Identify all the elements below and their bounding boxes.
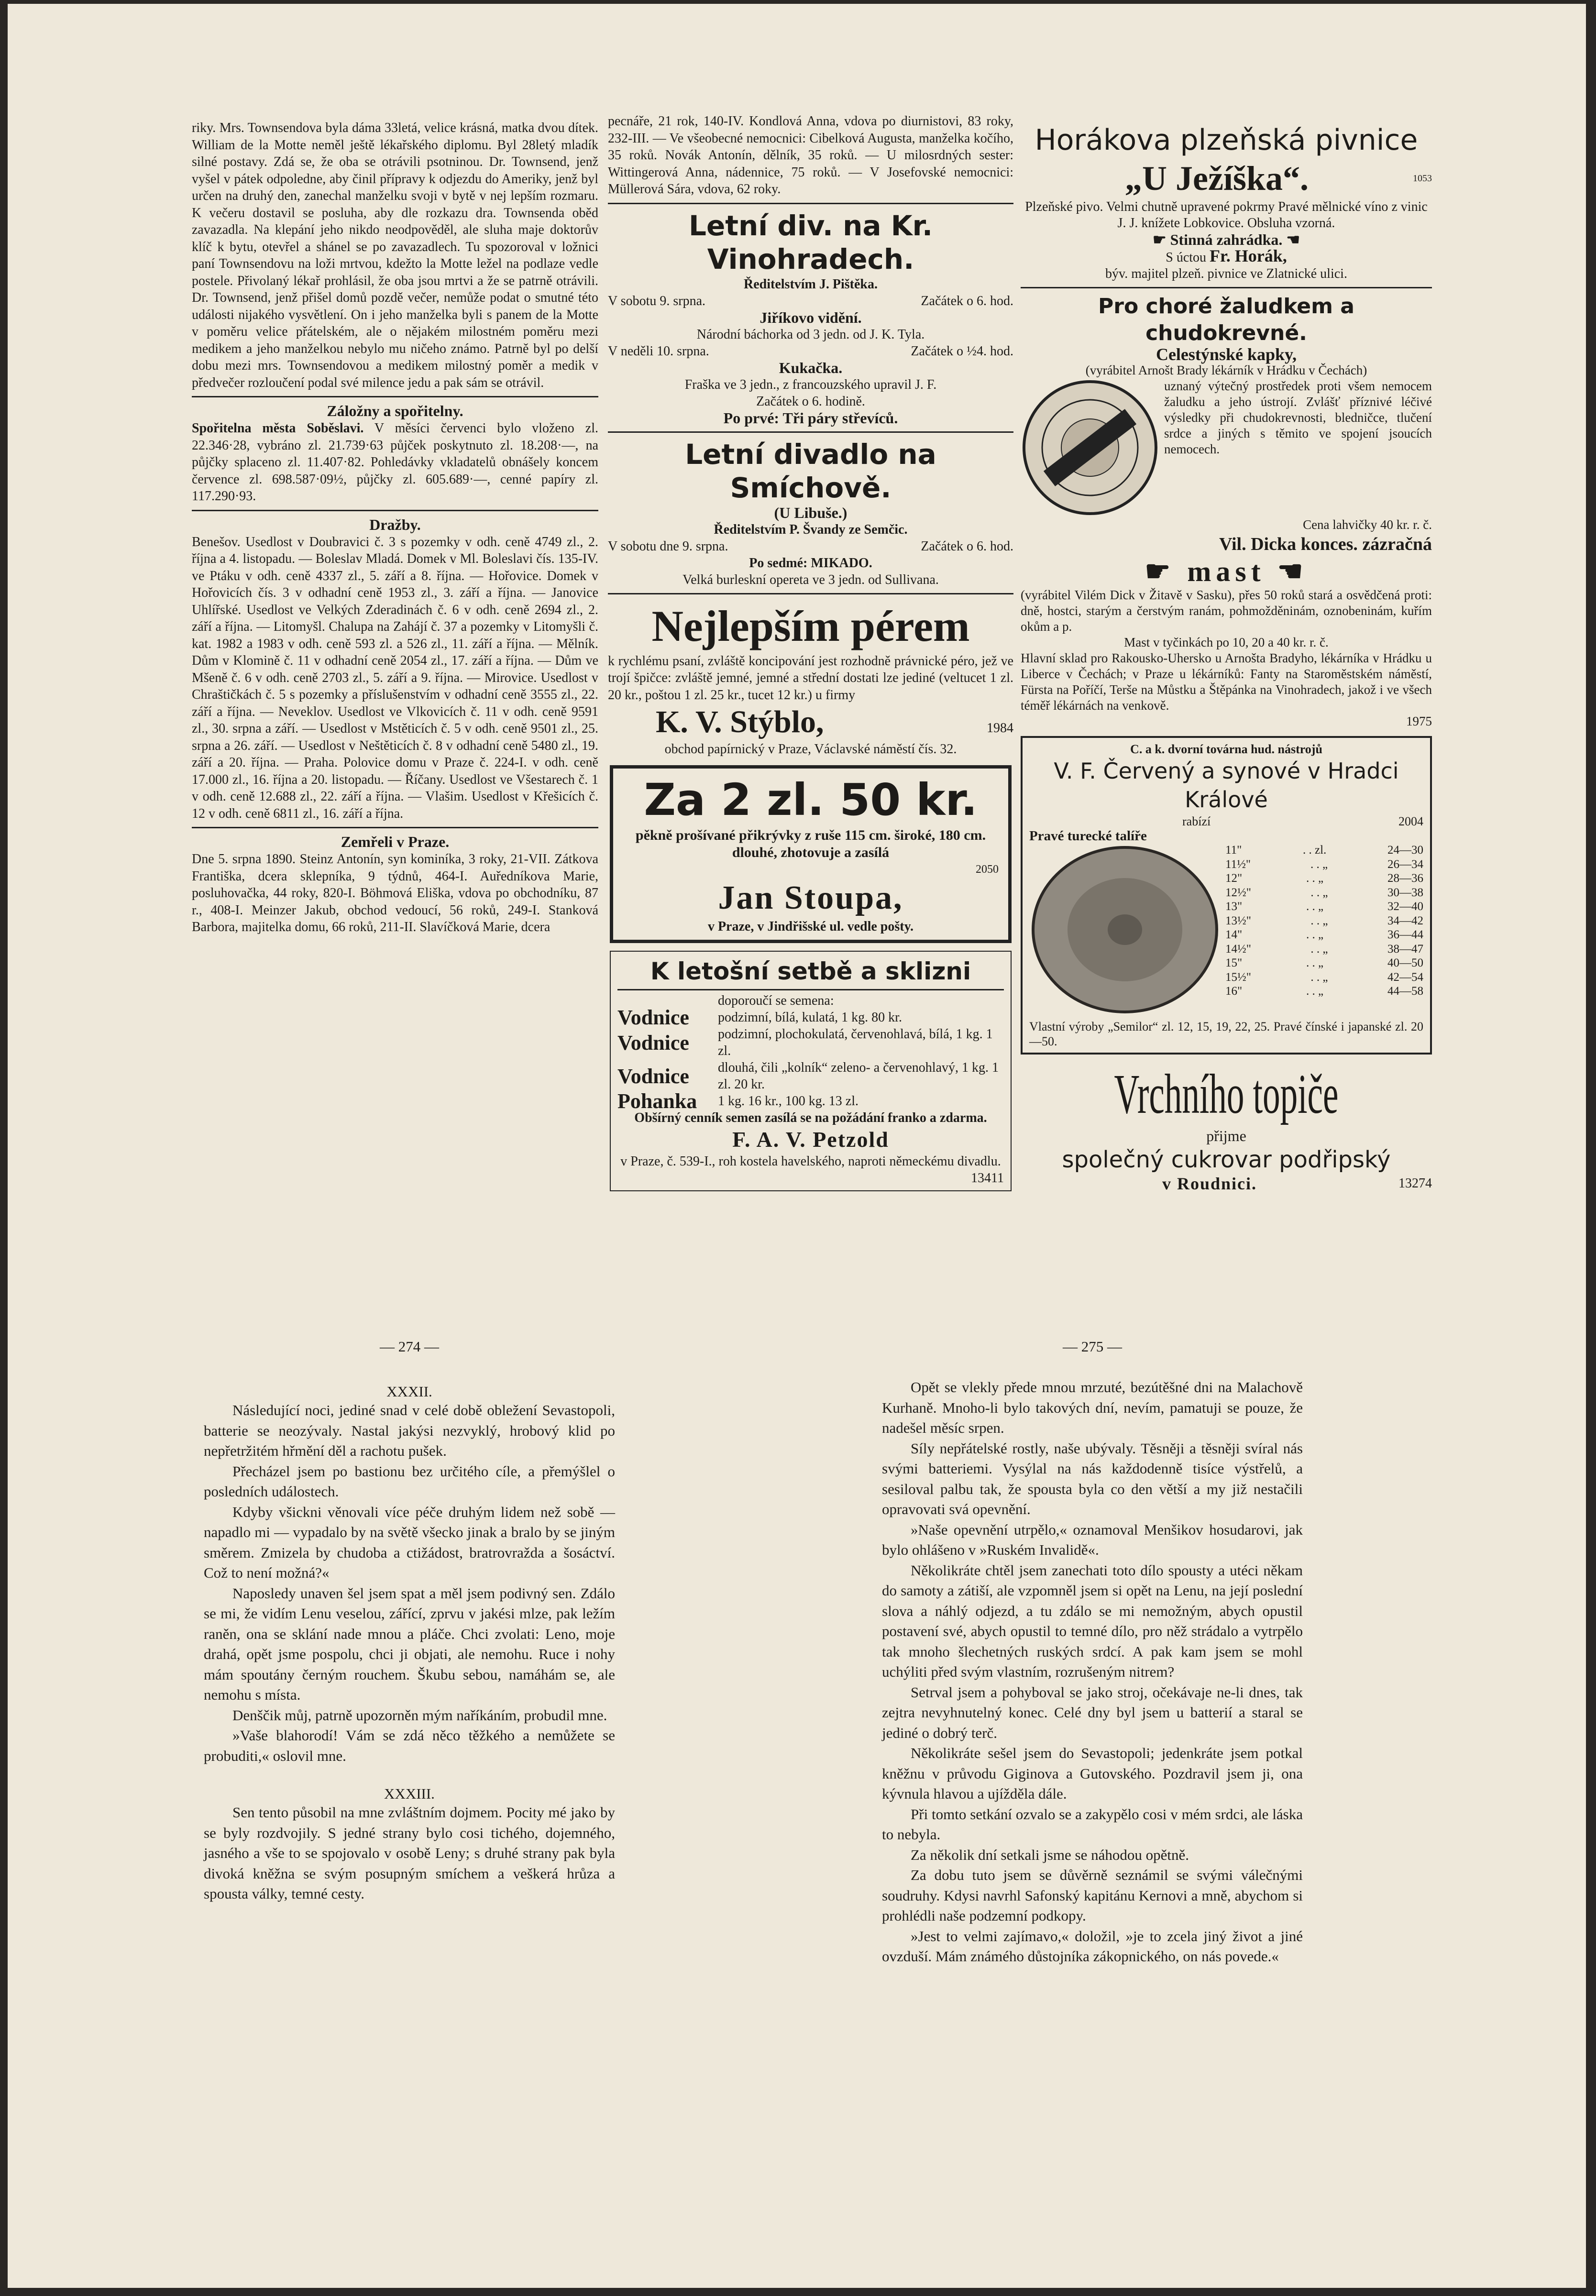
article-townsend: riky. Mrs. Townsendova byla dáma 33letá, velice krásná, matka dvou dítek. William de la Motte neměl ještě lékařského diplomu. Byl 28letý mladík silné postavy. Zdá se, že oba se otrávili psotninou. Dr. Townsend, jenž vyšel v pátek odpoledne, aby činil přípravy k odjezdu do Ameriky, jenž byl určen na druhý den, zanechal manželku svoji v bytě v nej lepším rozmaru. K večeru dostavil se posluha, aby dle rozkazu dra. Townsenda oběd zavazadla. Na klepání jeho nikdo neodpověděl, ale sluha maje doktorův klíč k bytu, otevřel a shánel se po zavazadlech. Tu spozoroval v ložnici paní Townsendovu na loži mrtvou, kdežto la Motte ležel na podlaze vedle postele. Přivolaný lékař prohlásil, že oba jsou mrtvi a že se patrně otrávili. Dr. Townsend, jenž přišel domů pozdě večer, nemůže podat o smutné této události nijakého vysvětlení. On i jeho manželka byli s panem de la Motte v poměru velice přátelském, ale o nějakém milostném poměru mezi medikem a jeho manželkou nebylo mu ničeho známo. Patrně byl po delší dobu mezi mrs. Townsendovou a medikem milostný poměr a medik v předvečer rozloučení podal své milence jedu a pak sám se otrávil. xyxy=(192,121,598,390)
chapter-text xyxy=(882,1377,1303,1967)
book-page-275 xyxy=(882,1338,1303,1967)
price-row xyxy=(1225,843,1423,857)
chapter-heading: XXXIII. xyxy=(384,1785,435,1802)
cymbal-price: 44—58 xyxy=(1387,985,1423,998)
hand-icon: ☚ xyxy=(1282,231,1300,248)
paragraph: »Naše opevnění utrpělo,« oznamoval Menšikov hosudarovi, jak bylo ohlášeno v »Ruském Invalidě«. xyxy=(882,1521,1303,1558)
cymbal-price: 36—44 xyxy=(1387,928,1423,941)
ad-dick-remedies xyxy=(1021,293,1432,729)
article-drazby: Benešov. Usedlost v Doubravici č. 3 s pozemky v odh. ceně 4749 zl., 2. října a 4. listopadu. — Boleslav Mladá. Domek v Ml. Boleslavi čís. 135-IV. ve Ptáku v odh. ceně 4337 zl., 5. září a 8. října. — Hořovice. Domek v Hořovicích čís. 3 v odhadní ceně 1953 zl., 3. září a října. — Janovice Uhlířské. Usedlost ve Velkých Zderadinách č. 6 v odh. ceně 2694 zl., 2. září a října. — Litomyšl. Chalupa na Zahájí č. 37 a pozemky v Litomyšli č. kat. 1982 a 1983 v odh. ceně 593 zl. a 526 zl., 11. září a října. — Mělník. Dům v Klomině č. 11 v odhadní ceně 2054 zl., 17. září a října. — Dům ve Mšeně č. 6 v odh. ceně 2703 zl., 5. září a 9. října. — Mirovice. Usedlost v Chraštičkách č. 5 s pozemky a příslušenstvím v odhadní ceně 3555 zl., 22. září a října. — Neveklov. Usedlost ve Vlkovicích č. 11 v odh. ceně 9591 zl., 30. srpna a září. — Usedlost v Mstěticích č. 5 v odh. ceně 9501 zl., 25. srpna a 26. září. — Usedlost v Neštěticích č. 8 v odhadní ceně 5480 zl., 19. září a 20. října. — Praha. Polovice domu v Praze č. 224-I. v odh. ceně 17.000 zl., 16. října a 20. listopadu. — Říčany. Usedlost ve Všestarech č. 1 v odh. ceně 12.688 zl., 22. září a října. — Vlašim. Usedlost v Křešicích č. 12 v odh. ceně 6811 zl., 16. září a října. xyxy=(192,534,598,821)
ad-number: 1053 xyxy=(1413,173,1432,184)
ad-number: 13411 xyxy=(971,1171,1004,1186)
ad-title: Pro choré žaludkem a chudokrevné. xyxy=(1098,294,1354,345)
price-prefix: . . „ xyxy=(1310,942,1328,956)
section-heading-zalozny: Záložny a spořitelny. xyxy=(327,402,463,419)
cymbal-size: 14" xyxy=(1225,928,1243,941)
price-prefix: . . „ xyxy=(1306,956,1324,969)
news-column-3 xyxy=(1021,122,1432,1193)
ad-text: k rychlému psaní, zvláště koncipování jest rozhodně právnické péro, jež ve trojí špičce: zvláště jemné, jemné a střední dostati lze jediné (veltucet 1 zl. 20 kr., poštou 1 zl. 25 kr., tucet 12 kr.) u firmy xyxy=(608,653,1013,703)
cymbal-price: 28—36 xyxy=(1387,872,1423,885)
paragraph: Několikráte chtěl jsem zanechati toto dílo spousty a utéci někam do samoty a zátiší, ale vzpomněl jsem si opět na Lenu, na její poslední slova a náhlý odjezd, a tu zdálo se mi nemožným, abych opustil postavení své, abych opustil to temné dílo, pro něž strádalo a vytrpělo tak mnoho šlechetných ruských srdcí. A pak kam jsem se mohl uchýliti před svým vlastním, rozrušeným nitrem? xyxy=(882,1561,1303,1680)
ad-company: společný cukrovar podřipský xyxy=(1062,1146,1391,1173)
ad-salve-title: Vil. Dicka konces. zázračná xyxy=(1219,534,1432,554)
seed-name: Pohanka xyxy=(617,1089,697,1113)
owner-prefix: S úctou xyxy=(1166,250,1207,265)
ad-address: v Praze, č. 539-I., roh kostela havelského, naproti německému divadlu. xyxy=(620,1154,1001,1169)
ad-vinohrady-theatre xyxy=(608,209,1013,427)
cymbal-price-list xyxy=(1225,829,1423,1019)
stamp-icon xyxy=(1021,378,1159,517)
cymbal-size: 12½" xyxy=(1225,886,1251,899)
ad-date: V sobotu dne 9. srpna. xyxy=(608,538,728,554)
cymbal-size: 12" xyxy=(1225,872,1243,885)
divider xyxy=(608,203,1013,204)
cymbal-size: 15½" xyxy=(1225,970,1251,984)
paragraph: Setrval jsem a pohyboval se jako stroj, očekávaje ne-li dnes, tak zejtra nevyhnutelný konec. Celé dny byl jsem u batterií a staral se jediné o dobrý terč. xyxy=(882,1683,1303,1741)
ad-own-products: Vlastní výroby „Semilor“ zl. 12, 15, 19, 22, 25. Pravé čínské i japanské zl. 20—50. xyxy=(1029,1020,1423,1048)
cymbal-price: 32—40 xyxy=(1387,900,1423,913)
cymbal-size: 16" xyxy=(1225,985,1243,998)
ad-subtitle: (U Libuše.) xyxy=(774,504,848,521)
ad-place: v Roudnici. xyxy=(1162,1174,1257,1193)
ad-address: v Praze, v Jindřišské ul. vedle pošty. xyxy=(707,919,914,934)
section-heading-zemreli: Zemřeli v Praze. xyxy=(341,833,450,850)
page-number: — 275 — xyxy=(1063,1338,1122,1355)
cymbal-price: 26—34 xyxy=(1387,857,1423,871)
cymbal-price: 38—47 xyxy=(1387,942,1423,956)
seed-name: Vodnice xyxy=(617,1031,689,1055)
paragraph: »Jest to velmi zajímavo,« doložil, »je to zcela jiný život a jiné ovzduší. Mám známého důstojníka zákopnického, on nás povede.« xyxy=(882,1927,1303,1965)
ad-play: Kukačka. xyxy=(779,359,843,376)
ad-time: Začátek o ½4. hod. xyxy=(911,343,1013,359)
ad-petzold-seeds xyxy=(610,951,1012,1191)
ad-maker: (vyrábitel Arnošt Brady lékárník v Hrádku v Čechách) xyxy=(1085,363,1367,377)
cymbal-price: 42—54 xyxy=(1387,970,1423,984)
news-column-1 xyxy=(192,120,598,936)
seed-name: Vodnice xyxy=(617,1064,689,1088)
ad-subtitle: přijme xyxy=(1206,1127,1246,1144)
seed-desc: dlouhá, čili „kolník“ zeleno- a červenohlavý, 1 kg. 1 zl. 20 kr. xyxy=(718,1060,999,1092)
ad-number: 1984 xyxy=(987,721,1013,736)
price-row xyxy=(1225,984,1423,999)
ad-title: V. F. Červený a synové v Hradci Králové xyxy=(1054,758,1399,813)
divider xyxy=(1021,287,1432,288)
ad-number: 2050 xyxy=(976,863,999,876)
divider xyxy=(608,593,1013,594)
divider xyxy=(608,431,1013,433)
ad-play-desc: Národní báchorka od 3 jedn. od J. K. Tyla. xyxy=(696,327,925,342)
ad-play-desc: Fraška ve 3 jedn., z francouzského upravil J. F. xyxy=(684,377,937,392)
ad-price: Za 2 zl. 50 kr. xyxy=(644,774,978,825)
price-prefix: . . „ xyxy=(1310,970,1328,984)
cymbal-price: 40—50 xyxy=(1387,956,1423,969)
ad-item: Pravé turecké talíře xyxy=(1029,828,1147,844)
owner-name: Fr. Horák, xyxy=(1210,246,1287,265)
paragraph: Několikráte sešel jsem do Sevastopoli; jedenkráte jsem potkal kněžnu v průvodu Giginova a Gutovského. Pozdravil jsem ji, ona kývnula hlavou a ujížděla dále. xyxy=(882,1745,1303,1802)
ad-horak-pub xyxy=(1021,122,1432,282)
section-heading-drazby: Dražby. xyxy=(369,516,421,533)
price-row xyxy=(1225,970,1423,985)
page-number: — 274 — xyxy=(380,1338,439,1355)
ad-time: Začátek o 6. hod. xyxy=(921,293,1013,308)
chapter-text xyxy=(204,1400,615,1766)
seed-row xyxy=(617,1006,1004,1029)
article-zalozny xyxy=(192,420,598,505)
price-prefix: . . „ xyxy=(1306,872,1324,885)
divider xyxy=(192,510,598,511)
paragraph: Následující noci, jediné snad v celé době obležení Sevastopoli, batterie se neozývaly. Nastal jakýsi nezvyklý, hrobový klid po nepřetržitém hřmění děl a rachotu pušek. xyxy=(204,1402,615,1459)
chapter-heading: XXXII. xyxy=(386,1383,432,1400)
cymbal-size: 14½" xyxy=(1225,942,1251,956)
ad-intro: doporoučí se semena: xyxy=(718,993,834,1008)
ad-text: pěkně prošívané přikrývky z ruše 115 cm. široké, 180 cm. dlouhé, zhotovuje a zasílá xyxy=(635,827,986,860)
ad-number: 13274 xyxy=(1398,1176,1432,1191)
seed-row xyxy=(617,1026,1004,1059)
ad-title: Vrchního topiče xyxy=(1114,1063,1339,1125)
price-prefix: . . „ xyxy=(1310,857,1328,871)
salve-word: mast xyxy=(1187,556,1266,587)
news-column-2 xyxy=(608,113,1013,1195)
ad-cennik: Obšírný cenník semen zasílá se na požádání franko a zdarma. xyxy=(634,1110,987,1125)
price-row xyxy=(1225,857,1423,872)
ad-cukrovar xyxy=(1021,1062,1432,1193)
ad-director: Ředitelstvím J. Pištěka. xyxy=(744,276,878,292)
paragraph: Za dobu tuto jsem se důvěrně seznámil se svými válečnými soudruhy. Kdysi navrhl Safonský kapitánu Kernovi a mně, abychom si prohlédli naše podzemní podkopy. xyxy=(882,1867,1303,1924)
ad-time: Začátek o 6. hod. xyxy=(921,538,1013,554)
cymbal-size: 15" xyxy=(1225,956,1243,969)
ad-date: V neděli 10. srpna. xyxy=(608,343,709,359)
ad-subtitle: Celestýnské kapky, xyxy=(1156,345,1297,364)
ad-number: 1975 xyxy=(1406,714,1432,728)
paragraph: Sen tento působil na mne zvláštním dojmem. Pocity mé jako by se byly rozdvojily. S jedné strany bylo cosi tichého, dojemného, jasného a vše to se spojovalo v osobě Leny; s druhé strany pak byla divoká kněžna se svým posupným smíchem a veškerá hrůza a spousta války, temné cesty. xyxy=(204,1804,615,1902)
article-zemreli: Dne 5. srpna 1890. Steinz Antonín, syn kominíka, 3 roky, 21-VII. Zátkova Františka, dcera sklepníka, 9 týdnů, 464-I. Auředníkova Marie, posluhovačka, 44 roky, 820-I. Böhmová Eliška, vdova po obchodníku, 87 r., 408-I. Meinzer Jakub, obchod vedoucí, 56 roků, 249-I. Stanková Barbora, majitelka domu, 66 roků, 211-II. Slavíčková Marie, dcera xyxy=(192,852,598,934)
price-row xyxy=(1225,886,1423,900)
zalozny-subtitle: Spořitelna města Soběslavi. xyxy=(192,421,364,436)
garden-label: Stinná zahrádka. xyxy=(1170,231,1283,248)
ad-text: uznaný výtečný prostředek proti všem nemocem žaludku a jeho ústrojí. Zvlášť příznivé léčivé výsledky při chudokrevnosti, bledničce, tlučení srdce a jiných s těmito ve spojení jsoucích nemocech. xyxy=(1164,379,1432,456)
ad-time: Začátek o 6. hodině. xyxy=(756,394,865,409)
ad-play: Po sedmé: MIKADO. xyxy=(749,555,872,571)
scanned-sheet xyxy=(8,4,1586,2288)
ad-play: Jiříkovo vidění. xyxy=(759,308,862,326)
price-row xyxy=(1225,956,1423,970)
paragraph: Naposledy unaven šel jsem spat a měl jsem podivný sen. Zdálo se mi, že vidím Lenu veselou, zářící, zprvu v jakési mlze, pak ležím raněn, ona se sklání nade mnou a pláče. Chci zvolati: Leno, moje drahá, opět jsme pospolu, chci ji objati, ale nemohu. Ruce i nohy mám spoutány černým rouchem. Škubu sebou, namáhám se, ale nemohu s místa. xyxy=(204,1584,615,1703)
cymbal-price: 30—38 xyxy=(1387,886,1423,899)
ad-cerveny-cymbals xyxy=(1021,736,1432,1055)
cymbal-price: 34—42 xyxy=(1387,914,1423,927)
ad-firm-name: F. A. V. Petzold xyxy=(732,1127,889,1152)
ad-title: Letní divadlo na Smíchově. xyxy=(685,438,936,504)
paragraph: Kdyby všickni věnovali více péče druhým lidem než sobě — napadlo mi — vypadalo by na světě všecko jinak a bralo by se jiným směrem. Zmizela by chudoba a ctižádost, bratrovražda a šosáctví. Což to není možná?« xyxy=(204,1503,615,1581)
seed-name: Vodnice xyxy=(617,1006,689,1029)
ad-offer: rabízí xyxy=(1182,814,1211,828)
ad-title: Nejlepším pérem xyxy=(651,601,970,650)
paragraph: Za několik dní setkali jsme se náhodou opětně. xyxy=(911,1846,1189,1863)
paragraph: Při tomto setkání ozvalo se a zakypělo cosi v mém srdci, ale láska to nebyla. xyxy=(882,1805,1303,1843)
ad-title: Horákova plzeňská pivnice xyxy=(1035,123,1418,157)
ad-stoupa-quilts xyxy=(610,765,1012,943)
seed-row xyxy=(617,1059,1004,1093)
book-page-274 xyxy=(204,1338,615,1904)
paragraph: Síly nepřátelské rostly, naše ubývaly. Těsněji a těsněji svíral nás svými batteriemi. Vysýlal na nás každodenně tisíce výstřelů, a sesiloval palbu tak, že spousta byla co den větší a my již nestačili opravovati svá opevnění. xyxy=(882,1439,1303,1517)
divider xyxy=(192,827,598,828)
paragraph: »Vaše blahorodí! Vám se zdá něco těžkého a nemůžete se probuditi,« oslovil mne. xyxy=(204,1727,615,1764)
seed-row xyxy=(617,1089,1004,1113)
price-prefix: . . „ xyxy=(1306,985,1324,998)
hand-icon: ☚ xyxy=(1265,556,1308,587)
ad-owner-desc: býv. majitel plzeň. pivnice ve Zlatnické ulici. xyxy=(1105,266,1347,281)
hand-icon: ☛ xyxy=(1145,556,1188,587)
paragraph: Denščik můj, patrně upozorněn mým naříkáním, probudil mne. xyxy=(232,1706,607,1724)
price-row xyxy=(1225,928,1423,942)
ad-salve-text: (vyrábitel Vilém Dick v Žitavě v Sasku), přes 50 roků stará a osvědčená proti: dně, hostci, starým a čerstvým ranám, pohmožděninám, oznobeninám, kuřím okům a p. xyxy=(1021,588,1432,634)
seed-desc: 1 kg. 16 kr., 100 kg. 13 zl. xyxy=(718,1094,859,1109)
ad-number: 2004 xyxy=(1398,814,1423,828)
hand-icon: ☛ xyxy=(1152,231,1170,248)
seed-desc: podzimní, plochokulatá, červenohlavá, bílá, 1 kg. 1 zl. xyxy=(718,1027,993,1058)
price-row xyxy=(1225,914,1423,928)
ad-address: obchod papírnický v Praze, Václavské náměstí čís. 32. xyxy=(664,742,957,757)
ad-salve-price: Mast v tyčinkách po 10, 20 a 40 kr. r. č. xyxy=(1124,635,1329,649)
price-prefix: . . „ xyxy=(1306,900,1324,913)
ad-play-desc: Velká burleskní opereta ve 3 jedn. od Sullivana. xyxy=(682,572,939,587)
price-prefix: . . „ xyxy=(1306,928,1324,941)
ad-title: K letošní setbě a sklizni xyxy=(650,957,971,985)
chapter-text xyxy=(204,1802,615,1904)
price-prefix: . . „ xyxy=(1310,914,1328,927)
ad-date: V sobotu 9. srpna. xyxy=(608,293,706,308)
price-row xyxy=(1225,900,1423,914)
price-prefix: . . zl. xyxy=(1302,844,1327,857)
ad-firm-name: K. V. Stýblo, xyxy=(656,704,824,739)
cymbal-size: 13" xyxy=(1225,900,1243,913)
divider xyxy=(617,989,1004,990)
ad-firm-name: Jan Stoupa, xyxy=(718,879,903,916)
price-row xyxy=(1225,871,1423,886)
ad-salve xyxy=(1021,556,1432,587)
ad-stamp-row xyxy=(1021,378,1432,517)
ad-play: Po prvé: Tři páry střevíců. xyxy=(723,409,898,427)
seed-desc: podzimní, bílá, kulatá, 1 kg. 80 kr. xyxy=(718,1010,902,1025)
ad-garden xyxy=(1021,231,1432,248)
ad-pub-name: „U Ježíška“. xyxy=(1125,159,1309,198)
price-row xyxy=(1225,942,1423,956)
cymbal-size: 11" xyxy=(1225,844,1242,857)
paragraph: Přecházel jsem po bastionu bez určitého cíle, a přemýšlel o posledních událostech. xyxy=(204,1462,615,1500)
ad-smichov-theatre xyxy=(608,438,1013,588)
divider xyxy=(192,396,598,397)
ad-head: C. a k. dvorní továrna hud. nástrojů xyxy=(1130,742,1322,756)
ad-owner xyxy=(1021,248,1432,266)
cymbal-icon xyxy=(1029,844,1221,1016)
ad-title: Letní div. na Kr. Vinohradech. xyxy=(688,209,933,275)
ad-sklad: Hlavní sklad pro Rakousko-Uhersko u Arnošta Bradyho, lékárníka v Hrádku u Liberce v Čechách; v Praze u lékárníků: Fanty na Staroměstském náměstí, Fürsta na Poříčí, Terše na Můstku a Štěpánka na Vinohradech, jakož i ve všech téměř lékárnách na venkově. xyxy=(1021,651,1432,713)
article-zemreli-continued: pecnáře, 21 rok, 140-IV. Kondlová Anna, vdova po diurnistovi, 83 roky, 232-III. — Ve všeobecné nemocnici: Cibelková Augusta, manželka kočího, 35 roků. Novák Antonín, dělník, 35 roků. — U milosrdných sester: Wittingerová Anna, nádennice, 75 roků. — V Josefovské nemocnici: Müllerová Sára, vdova, 62 roky. xyxy=(608,114,1013,197)
zalozny-text: V měsíci červenci bylo vloženo zl. 22.346·28, vybráno zl. 21.739·63 půjček poskytnuto zl. 18.208·—, na půjčky splaceno zl. 11.407·82. Pohledávky vkladatelů obnášely koncem července zl. 698.587·09½, půjčky zl. 605.689·—, cenné papíry zl. 117.290·93. xyxy=(192,421,598,504)
price-prefix: . . „ xyxy=(1310,886,1328,899)
cymbal-column xyxy=(1029,829,1225,1019)
paragraph: Opět se vlekly přede mnou mrzuté, bezútěšné dni na Malachově Kurhaně. Mnoho-li bylo takových dní, nevím, pamatuji se pouze, že nadešel měsíc srpen. xyxy=(882,1379,1303,1436)
ad-director: Ředitelstvím P. Švandy ze Semčic. xyxy=(714,522,908,537)
ad-text: Plzeňské pivo. Velmi chutně upravené pokrmy Pravé mělnické víno z vinic J. J. knížete Lobkovice. Obsluha vzorná. xyxy=(1025,199,1428,231)
cymbal-size: 13½" xyxy=(1225,914,1251,927)
cymbal-price: 24—30 xyxy=(1387,844,1423,857)
ad-styblo-pens xyxy=(608,599,1013,758)
cymbal-size: 11½" xyxy=(1225,857,1251,871)
ad-price: Cena lahvičky 40 kr. r. č. xyxy=(1303,517,1432,532)
